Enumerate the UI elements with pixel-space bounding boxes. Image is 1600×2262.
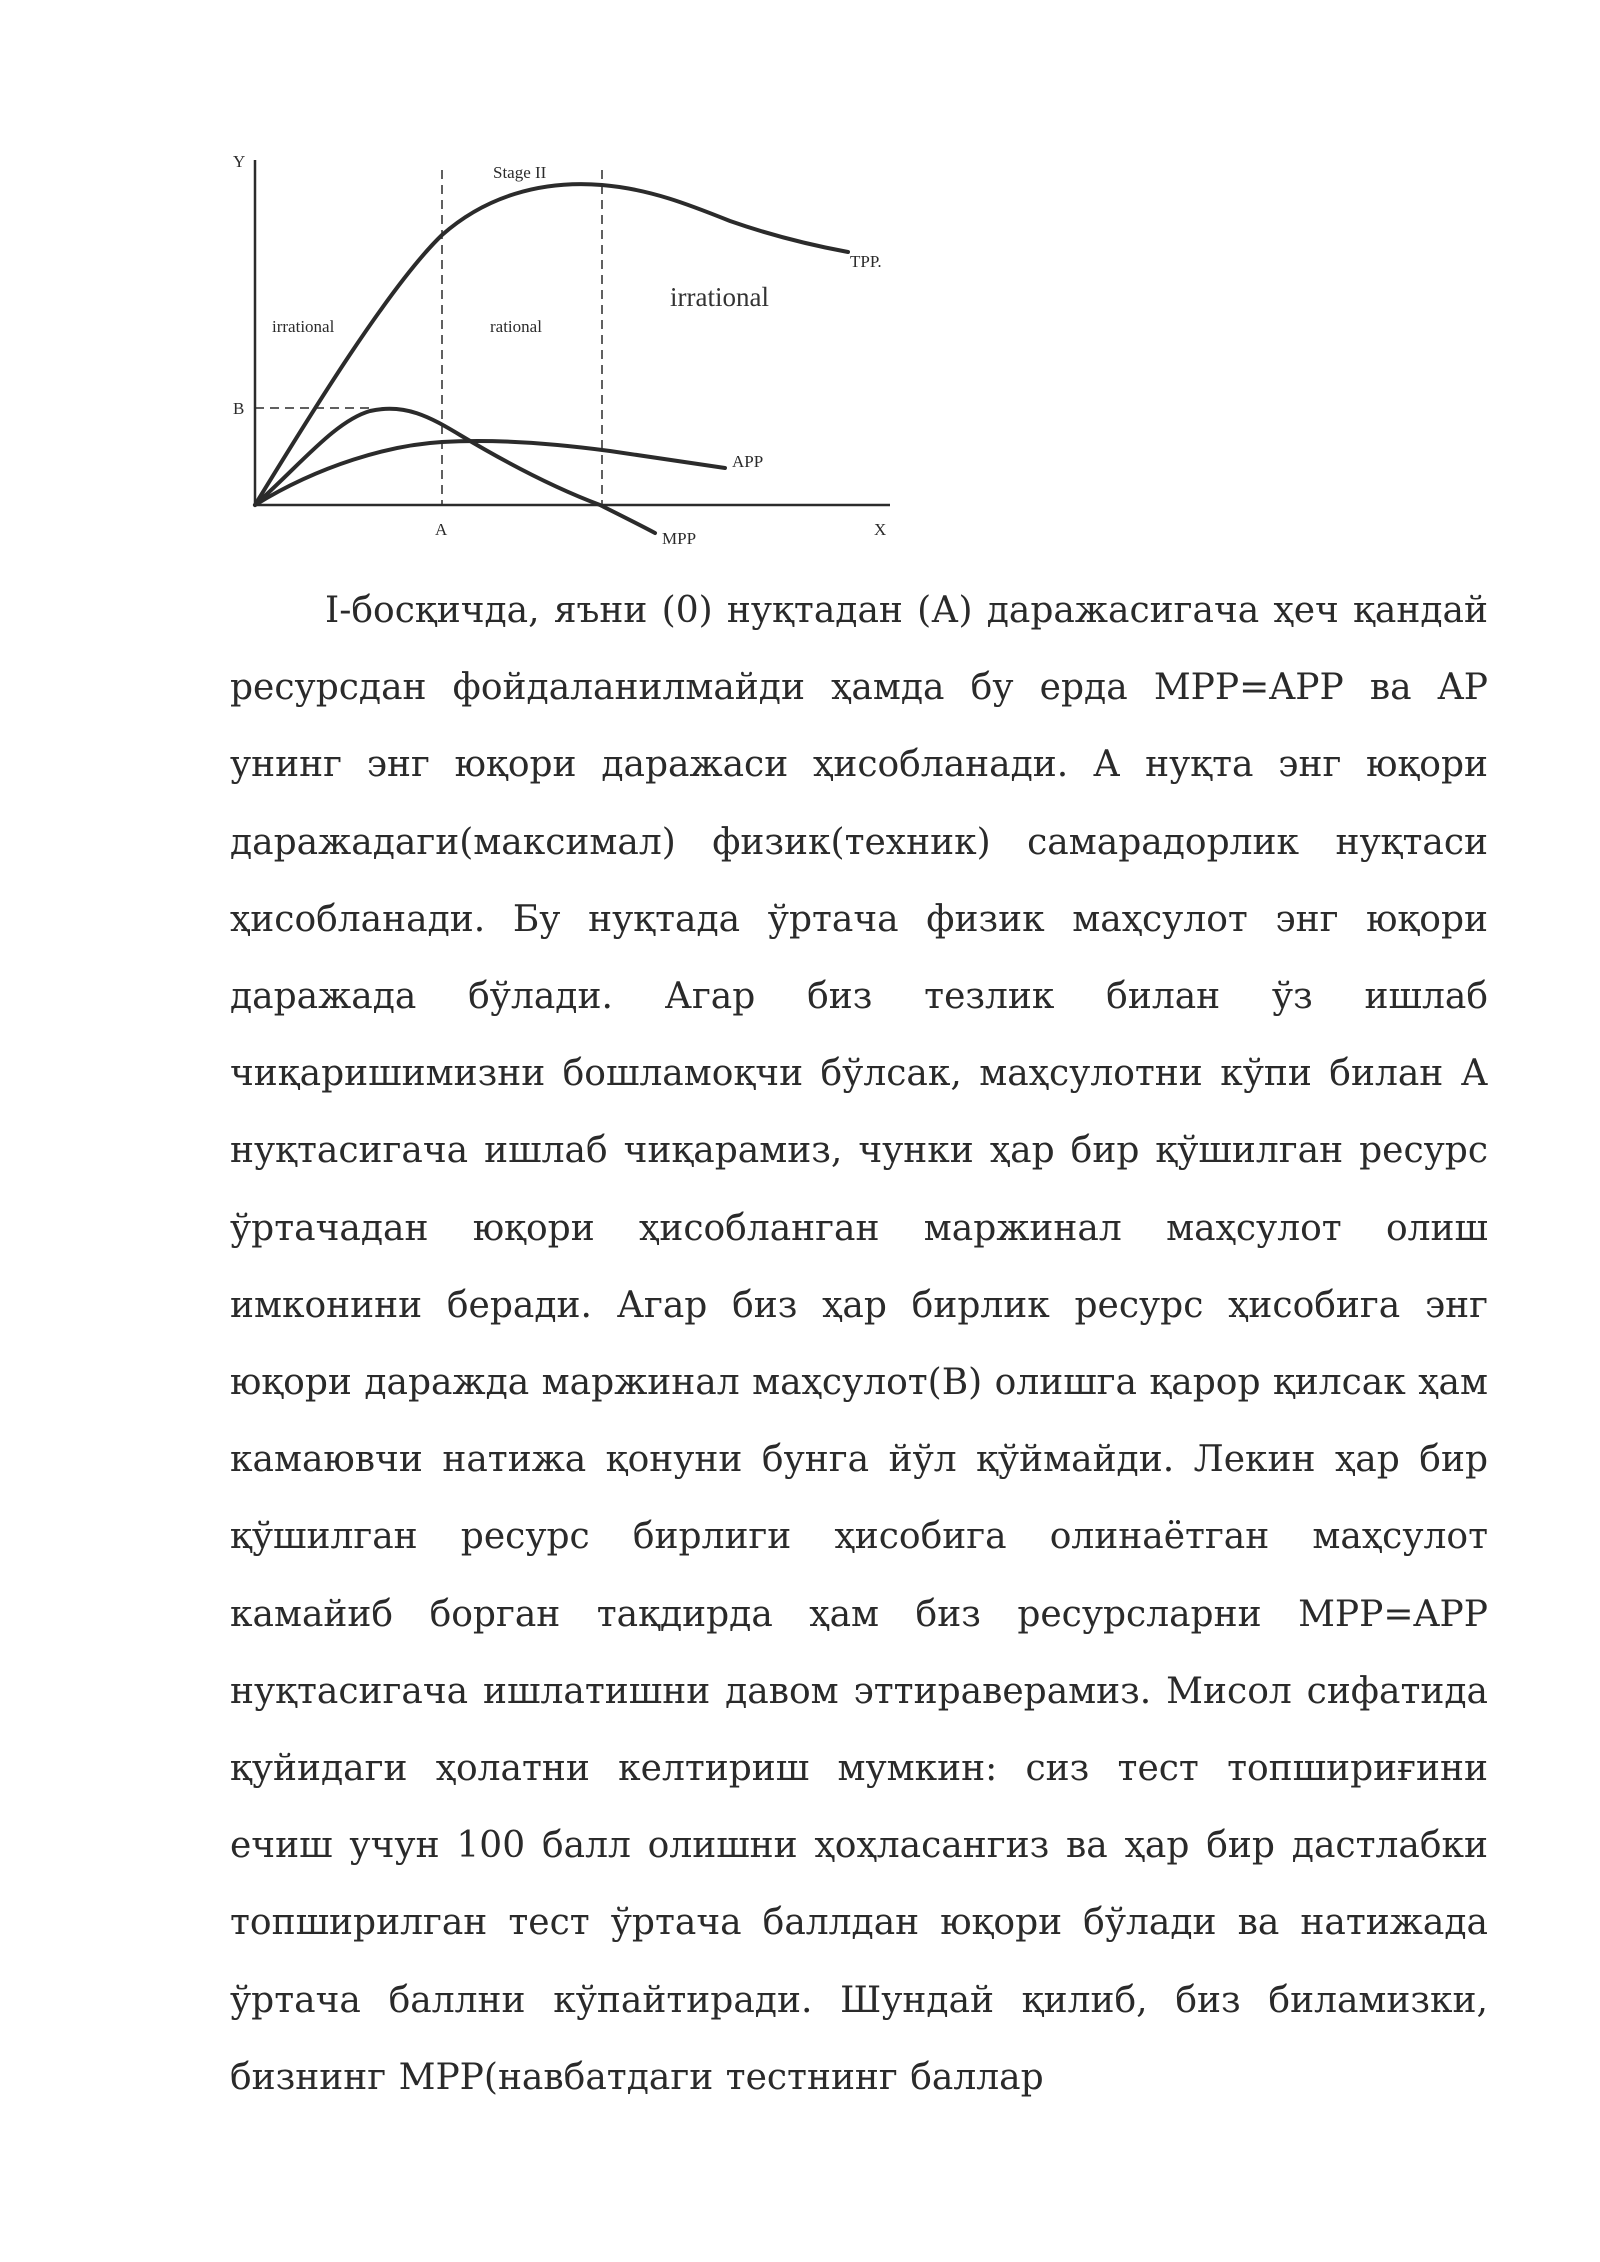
point-b-label: B (233, 399, 245, 418)
mpp-label: MPP (662, 529, 697, 548)
stage-label: Stage II (493, 163, 547, 182)
production-stages-diagram (230, 145, 930, 565)
region-left-label: irrational (272, 317, 335, 336)
point-a-label: A (435, 520, 448, 539)
tpp-label: TPP. (850, 252, 882, 271)
production-stages-figure (230, 145, 930, 565)
x-axis-label: X (874, 520, 887, 539)
app-label: APP (732, 452, 764, 471)
region-middle-label: rational (490, 317, 542, 336)
region-right-label: irrational (670, 282, 769, 312)
mpp-curve (255, 409, 655, 533)
body-paragraph: I-босқичда, яъни (0) нуқтадан (А) даражасигача ҳеч қандай ресурсдан фойдаланилмайди ҳамда бу ерда MPP=APP ва AP унинг энг юқори даражаси ҳисобланади. А нуқта энг юқори даражадаги(максимал) физик(техник) самарадорлик нуқтаси ҳисобланади. Бу нуқтада ўртача физик маҳсулот энг юқори даражада бўлади. Агар биз тезлик билан ўз ишлаб чиқаришимизни бошламоқчи бўлсак, маҳсулотни кўпи билан А нуқтасигача ишлаб чиқарамиз, чунки ҳар бир қўшилган ресурс ўртачадан юқори ҳисобланган маржинал маҳсулот олиш имконини беради. Агар биз ҳар бирлик ресурс ҳисобига энг юқори даражда маржинал маҳсулот(В) олишга қарор қилсак ҳам камаювчи натижа қонуни бунга йўл қўймайди. Лекин ҳар бир қўшилган ресурс бирлиги ҳисобига олинаётган маҳсулот камайиб борган тақдирда ҳам биз ресурсларни MPP=APP нуқтасигача ишлатишни давом эттираверамиз. Мисол сифатида қуйидаги ҳолатни келтириш мумкин: сиз тест топшириғини ечиш учун 100 балл олишни ҳоҳласангиз ва ҳар бир дастлабки топширилган тест ўртача баллдан юқори бўлади ва натижада ўртача баллни кўпайтиради. Шундай қилиб, биз биламизки, бизнинг MPP(навбатдаги тестнинг баллар (230, 590, 1488, 2098)
y-axis-label: Y (233, 152, 246, 171)
